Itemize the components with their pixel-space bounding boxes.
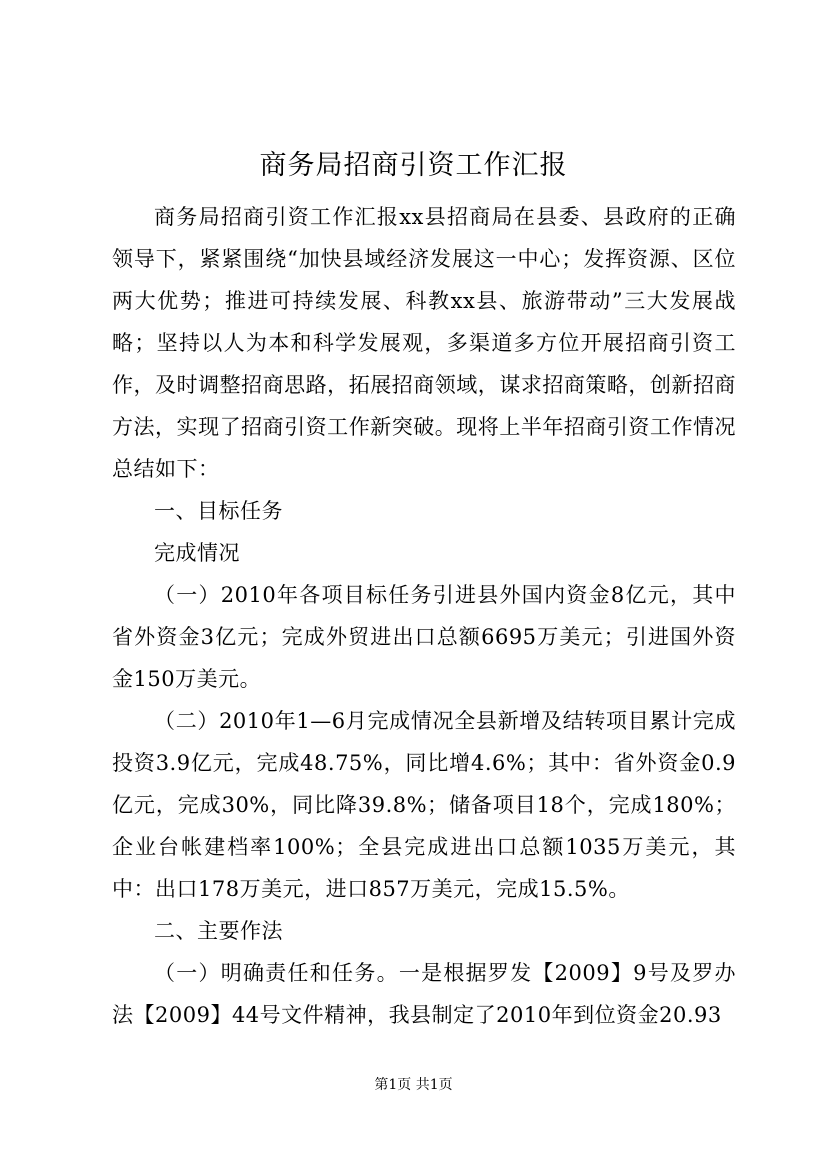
paragraph-responsibilities: （一）明确责任和任务。一是根据罗发【2009】9号及罗办法【2009】44号文件精神，我县制定了2010年到位资金20.93 (112, 961, 736, 1027)
paragraph-jan-jun-completion: （二）2010年1—6月完成情况全县新增及结转项目累计完成投资3.9亿元，完成48.75%，同比增4.6%；其中：省外资金0.9亿元，完成30%，同比降39.8%；储备项目18个，完成180%；企业台帐建档率100%；全县完成进出口总额1035万美元，其中：出口178万美元，进口857万美元，完成15.5%。 (112, 709, 736, 901)
section-heading-methods: 二、主要作法 (154, 919, 283, 943)
document-title: 商务局招商引资工作汇报 (259, 150, 568, 181)
subheading-completion: 完成情况 (154, 541, 240, 565)
section-heading-goals: 一、目标任务 (154, 499, 283, 523)
paragraph-2010-targets: （一）2010年各项目标任务引进县外国内资金8亿元，其中省外资金3亿元；完成外贸进出口总额6695万美元；引进国外资金150万美元。 (112, 583, 736, 691)
intro-paragraph: 商务局招商引资工作汇报xx县招商局在县委、县政府的正确领导下，紧紧围绕“加快县域经济发展这一中心；发挥资源、区位两大优势；推进可持续发展、科教xx县、旅游带动”三大发展战略；坚持以人为本和科学发展观，多渠道多方位开展招商引资工作，及时调整招商思路，拓展招商领域，谋求招商策略，创新招商方法，实现了招商引资工作新突破。现将上半年招商引资工作情况总结如下： (112, 205, 736, 481)
page-number-footer: 第1页 共1页 (374, 1077, 453, 1093)
document-body (112, 196, 736, 1036)
